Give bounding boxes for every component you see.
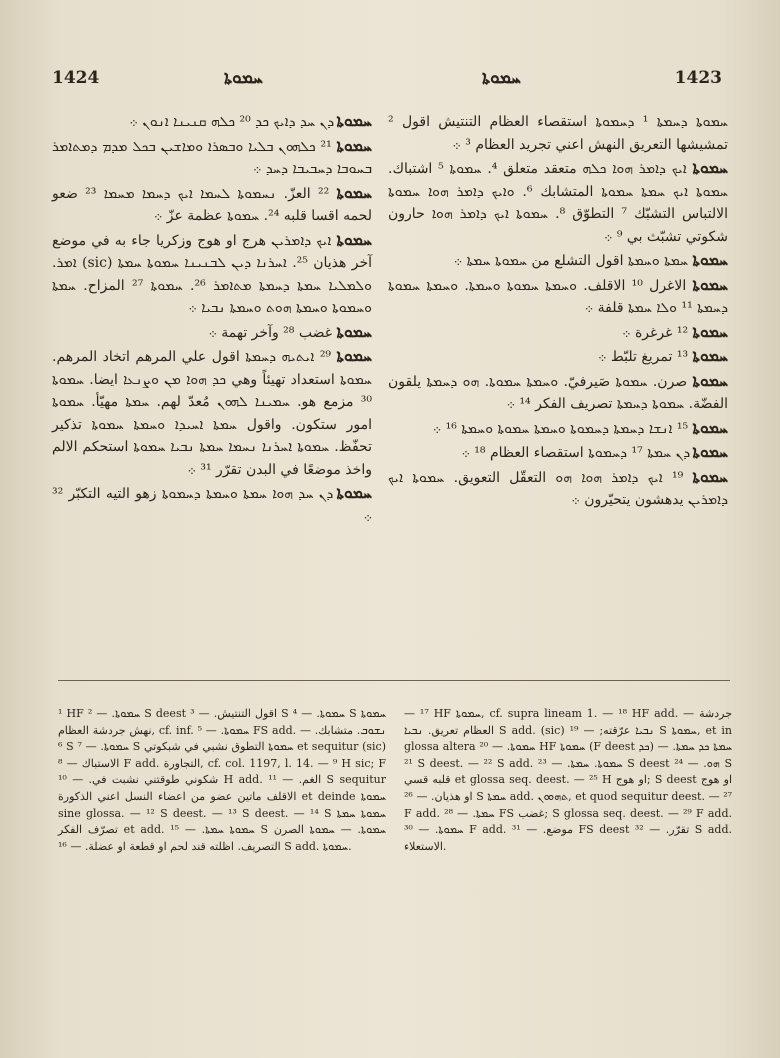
- right-page-number: 1423: [674, 68, 722, 88]
- entry-text: ¹⁹ ܐܝܟ ܕܐܡܪ ܗܘܐ ܗܘ التعقّل التعويق. ܚܡܘܬܐ ܐܝܟ ܕܐܡܪܝܢ يدهشون يتحيّرون ܀: [388, 469, 728, 508]
- entry-lemma: ܚܡܘܬܐ: [692, 417, 728, 437]
- footnote-block: — ¹⁷ HF ܚܡܘܬܐ, cf. supra lineam 1. — ¹⁸ HF add. — جردشة العظام تعريق. ܢܒܝܐ S add. (sic) ܢܒܝܐ عرّقته; — ¹⁹ S ܚܡܘܬܐ, et in glossa altera ܚܡܘܬܐ. — ²⁰ HF ܚܡܘܬܐ (F deest ܟܕ) ܚܡܬܐ ܟܕ ܚܡܬܐ. — ²¹ S deest. — ²² S add. ܚܡܘܬܐ. ܚܡܬܐ. — ²³ S deest ܗܘ. — ²⁴ S قلبه قسي et glossa seq. deest. — ²⁵ H او هوج; S deest او هوج او هذيان. — ²⁶ S ܚܡܬܐ add. ܬܗܘܘܢ, et quod sequitur deest. — ²⁷ F add. ܚܡܬܐ. — ²⁸ FS غضب; S glossa seq. deest. — ²⁹ F add. ܚܡܘܬܐ. — ³⁰ F add. موضع. — ³¹ FS deest تقرّر. — ³² S add. الاستعلاء.: [404, 707, 733, 853]
- entry: [388, 110, 728, 156]
- entry-lemma: ܚܡܘܬܐ: [692, 158, 728, 177]
- entry-text: ¹⁵ ܐܢܫܐ ܕܚܡܬܐ ܕܚܡܘܬܐ ܘܚܡܬܐ ܚܡܘܬܐ ܘܚܡܬܐ ¹⁶ ܀: [432, 420, 689, 437]
- entry-text: ²² العزّ. ܢܚܡܘܬܐ ܠܚܡܐ ܐܝܟ ܕܚܡܐ ܡܚܡܐ ²³ ضعو لحمه اقسا قلبه ²⁴. ܚܡܘܬܐ عظمة عزّ ܀: [52, 185, 372, 224]
- entry-text: الاغرل ¹⁰ الاقلف. ܘܚܡܬܐ ܚܡܘܬܐ ܘܚܡܬܐ. ܘܚܡܬܐ ܚܡܘܬܐ ܕܚܡܬܐ ¹¹ ܘܠܐ ܚܡܬܐ قلفة ܀: [388, 277, 728, 316]
- entry: [388, 321, 728, 345]
- entry: [52, 135, 372, 181]
- entry: [52, 321, 372, 345]
- entry-lemma: ܚܡܘܬܐ: [336, 182, 372, 202]
- entry-text: ܐܝܟ ܕܐܡܪܝܢ هرج او هوج وزكريا جاء به في موضع آخر هذيان ²⁵. ܐܚܪܢܐ ܕܝܢ ܠܒܢܝܢܐ ܚܡܘܬܐ ܚܡܬܐ (sic) ܐܡܪ. ܘܠܡܠܝܐ ܚܡܬܐ ܕܚܡܬܐ ܡܬܐܡܪ ²⁶. ܚܡܘܬܐ ²⁷ المزاح. ܚܡܬܐ ܘܚܡܘܬܐ ܘܚܡܬܐ ܗܘܬ ܘܚܡܬܐ ܢܒܝܐ ܀: [52, 232, 372, 316]
- entry: [388, 466, 728, 512]
- entry: [388, 441, 728, 465]
- entry: [52, 182, 372, 228]
- entry-text: ¹³ تمريغ تلبّط ܀: [597, 349, 689, 365]
- left-footnotes: [58, 706, 386, 855]
- right-footnotes: [404, 706, 732, 855]
- entry: [52, 482, 372, 528]
- entry-text: ܚܡܬܐ ܘܚܡܬܐ اقول التشلع من ܚܡܘܬܐ ܚܡܬܐ ܀: [453, 253, 689, 269]
- entry: [52, 229, 372, 320]
- entry: [52, 110, 372, 134]
- entry-lemma: ܚܡܘܬܐ: [692, 346, 728, 365]
- footnote-block: ¹ HF ܚܡܘܬܐ. — ² S deest اقول التنتيش. — ³ S ܚܡܘܬܐ. — ⁴ S ܚܡܘܬܐ نهش جردشة العظام, cf. inf. ܚܡܘܬܐ. — ⁵ FS add. ܢܫܘܒ. متشابك. — ⁶ S ܚܡܘܬܐ. — ⁷ S ܚܡܘܬܐ التطوق نشبي في شبكوتي et sequitur (sic) الاستباك — ⁸ F add. التجاورة, cf. col. 1197, l. 14. — ⁹ H sic; F شكوني طوقتني نشبت في. — ¹⁰ H add. الغم. — ¹¹ S sequitur الاقلف ماتين عضو من اعضاء النسل اعني الذكورة et deinde ܚܡܘܬܐ sine glossa. — ¹² S deest. — ¹³ S deest. — ¹⁴ S ܚܡܘܬܐ ܚܡܬܐ تصرّف الفكر et add. ܚܡܘܬܐ ܚܡܬܐ. — ¹⁵ S ܚܡܘܬܐ. — ܚܡܘܬܐ الصرن التصريف. اظلته قند لحم او قطعة او عضلة. — ¹⁶ S add. ܚܡܘܬܐ.: [58, 707, 387, 853]
- right-running-title: ܚܡܘܬܐ: [482, 68, 521, 88]
- page-header: [52, 68, 722, 96]
- entry-text: غضب ²⁸ وآخر تهمة ܀: [208, 324, 333, 341]
- entry-lemma: ܚܡܘܬܐ: [336, 111, 372, 130]
- entry-text: ܕܢ ܚܕ ܗܘܐ ܚܡܬܐ ܘܚܡܬܐ ܕܚܡܘܬܐ زهو التيه التكبّر ³² ܀: [52, 486, 372, 525]
- entry: [388, 370, 728, 416]
- entry-text: ²⁹ ܐܝܬܝܗ ܕܚܡܬܐ اقول علي المرهم اتخاد المرهم. ܚܡܘܬܐ استعداد تهيئاً وهي ܟܕ ܗܘܐ ܡܢ ܘܨܢܥܐ ايضا. ܚܡܘܬܐ ³⁰ مزمع هو. ܚܡܝܢܐ ܠܗܘܢ مُعدّ لهم. ܚܡܬܐ مهيّأ. ܚܡܘܬܐ امور ستكون. واقول ܚܡܬܐ ܐܚܝܕܐ ܘܚܡܬܐ ܚܡܘܬܐ تذكير تحفّظ. ܚܡܘܬܐ ܐܚܪܢܐ ܢܚܡܐ ܚܡܬܐ ܢܒܝܐ ܚܡܘܬܐ استحكم الالم واخذ موضعًا في البدن تقرّر ³¹ ܀: [52, 349, 372, 478]
- entry: [388, 417, 728, 441]
- entry-text: ²¹ ܟܠܗܘܢ ܒܠܝܐ ܘܒܣܪܐ ܘܡܐܫܝܢ ܒܟܠ ܡܕܡ ܕܡܬܐܡܪ ܒܚܘܒܐ ܕܚܒܝܒܐ ܕܚܕ ܀: [52, 138, 372, 177]
- entry: [388, 249, 728, 273]
- footnote-divider: [58, 680, 730, 681]
- entry-text: صرن. ܚܡܘܬܐ صَيرفيّ. ܘܚܡܬܐ ܚܡܘܬܐ. ܗܘ ܕܚܡܬܐ يلقون الفضّة. ܚܡܘܬܐ ܕܚܡܬܐ تصريف الفكر ¹⁴ ܀: [388, 373, 728, 412]
- entry-lemma: ܚܡܘܬܐ: [692, 466, 728, 486]
- entry-text: ܕܢ ܚܕ ܕܐܝܟ ܟܕ ²⁰ ܟܠܗ ܩܢܝܢܐ ܐܢܘܢ ܀: [129, 114, 333, 130]
- entry-text: ܕܢ ܚܡܬܐ ¹⁷ ܕܚܡܘܬܐ استقصاء العظام ¹⁸ ܀: [461, 445, 689, 461]
- entry-text: ¹² غرغرة ܀: [622, 324, 689, 341]
- entry-text: ܐܝܟ ܕܐܡܪ ܗܘܐ ܟܠܗ متعقد متعلق ⁴. ܚܡܘܬܐ ⁵ اشتباك. ܚܡܘܬܐ ܐܝܟ ܚܡܬܐ ܚܡܘܬܐ المتشابك ⁶. ܘܐܝܟ ܕܐܡܪ ܗܘܐ ܚܡܘܬܐ الالتباس التشبّك ⁷ التطوّق ⁸. ܚܡܘܬܐ ܐܝܟ ܕܐܡܪ ܗܘܐ حارون شكوتي تشبّث بي ⁹ ܀: [388, 161, 728, 245]
- entry: [388, 157, 728, 248]
- left-page-number: 1424: [52, 68, 100, 88]
- entry: [388, 274, 728, 320]
- entry-lemma: ܚܡܘܬܐ: [692, 370, 729, 390]
- entry-lemma: ܚܡܘܬܐ: [692, 442, 728, 461]
- entry: [388, 345, 728, 369]
- left-running-title: ܚܡܘܬܐ: [224, 68, 263, 88]
- entry-lemma: ܚܡܘܬܐ: [336, 135, 372, 155]
- right-text-column: [388, 110, 728, 513]
- entry-text: ܚܡܘܬܐ ܕܚܡܬܐ ¹ ܕܚܡܘܬܐ استقصاء العظام التنتيش اقول ² تمشيشها التعريق النهش اعني تجريد العظام ³ ܀: [388, 114, 729, 153]
- entry-lemma: ܚܡܘܬܐ: [336, 321, 372, 341]
- entry-lemma: ܚܡܘܬܐ: [336, 346, 373, 365]
- entry-lemma: ܚܡܘܬܐ: [692, 321, 728, 341]
- entry-lemma: ܚܡܘܬܐ: [692, 274, 729, 294]
- left-text-column: [52, 110, 372, 529]
- entry-lemma: ܚܡܘܬܐ: [692, 250, 728, 269]
- entry-lemma: ܚܡܘܬܐ: [336, 229, 373, 249]
- entry-lemma: ܚܡܘܬܐ: [336, 483, 372, 502]
- entry: [52, 345, 372, 481]
